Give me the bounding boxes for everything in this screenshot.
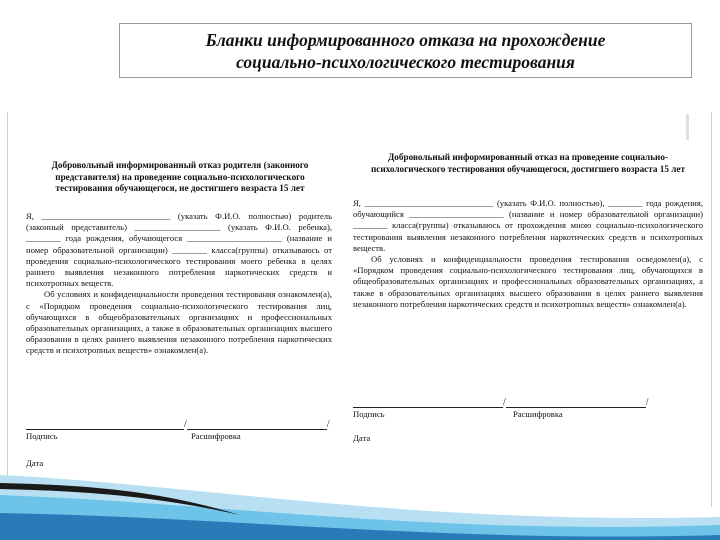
form-left-paragraph-2: Об условиях и конфиденциальности проведения тестирования ознакомлен(а), с «Порядком проведения социально-психологического тестирования лиц, обучающихся в общеобразовательных организациях и профессиональных образовательных организациях, а также в образовательных организациях высшего образования в целях раннего выявления незаконного потребления наркотических средств и психотропных веществ» ознакомлен(а). xyxy=(26,289,332,356)
form-right-body xyxy=(353,198,703,310)
form-left-heading: Добровольный информированный отказ родителя (законного представителя) на проведение социально-психологического тестирования обучающегося, не достигшего возраста 15 лет xyxy=(51,160,309,193)
form-right-date-label: Дата xyxy=(353,433,371,443)
form-left-sign-label: Подпись xyxy=(26,431,58,441)
form-left-decode-label: Расшифровка xyxy=(191,431,241,441)
form-right-sign-label: Подпись xyxy=(353,409,385,419)
form-left-date-label: Дата xyxy=(26,458,44,468)
form-right-heading: Добровольный информированный отказ на проведение социально-психологического тестирования обучающегося, достигшего возраста 15 лет xyxy=(370,152,686,174)
scan-edge-right xyxy=(711,112,712,507)
form-right-signature-lines: / / xyxy=(353,396,703,408)
decorative-swoosh xyxy=(0,455,720,540)
slide-title-line-1: Бланки информированного отказа на прохождение xyxy=(205,30,606,50)
form-left-signature-lines: / / xyxy=(26,418,332,430)
form-right-signature-block xyxy=(353,396,703,420)
form-right-decode-label: Расшифровка xyxy=(513,409,563,419)
form-left-body xyxy=(26,211,332,357)
slide-title-box xyxy=(119,23,692,78)
slide-title-line-2: социально-психологического тестирования xyxy=(236,52,575,72)
form-right-paragraph-1: Я, ______________________________ (указать Ф.И.О. полностью), ________ года рождения, обучающийся ______________________ (название и номер образовательной организации) ________ класса(группы) отказываюсь от прохождения мною социально-психологического тестирования выявления незаконного потребления наркотических средств и психотропных веществ. xyxy=(353,198,703,253)
form-right-paragraph-2: Об условиях и конфиденциальности проведения тестирования осведомлен(а), с «Порядком проведения социально-психологического тестирования лиц, обучающихся в общеобразовательных организациях и профессиональных образовательных организациях, а также в образовательных организациях высшего образования в целях раннего выявления незаконного потребления наркотических средств и психотропных веществ» ознакомлен(а). xyxy=(353,254,703,309)
form-left-paragraph-1: Я, ______________________________ (указать Ф.И.О. полностью) родитель (законный представитель) ____________________ (указать Ф.И.О. ребенка), ________ года рождения, обучающегося ______________________ (название и номер образовательной организации) ________ класса(группы) отказываюсь от проведения социально-психологического тестирования моего ребенка в целях раннего выявления незаконного потребления наркотических средств и психотропных веществ. xyxy=(26,211,332,289)
scan-edge-left xyxy=(7,112,8,507)
form-left-signature-block xyxy=(26,418,332,442)
